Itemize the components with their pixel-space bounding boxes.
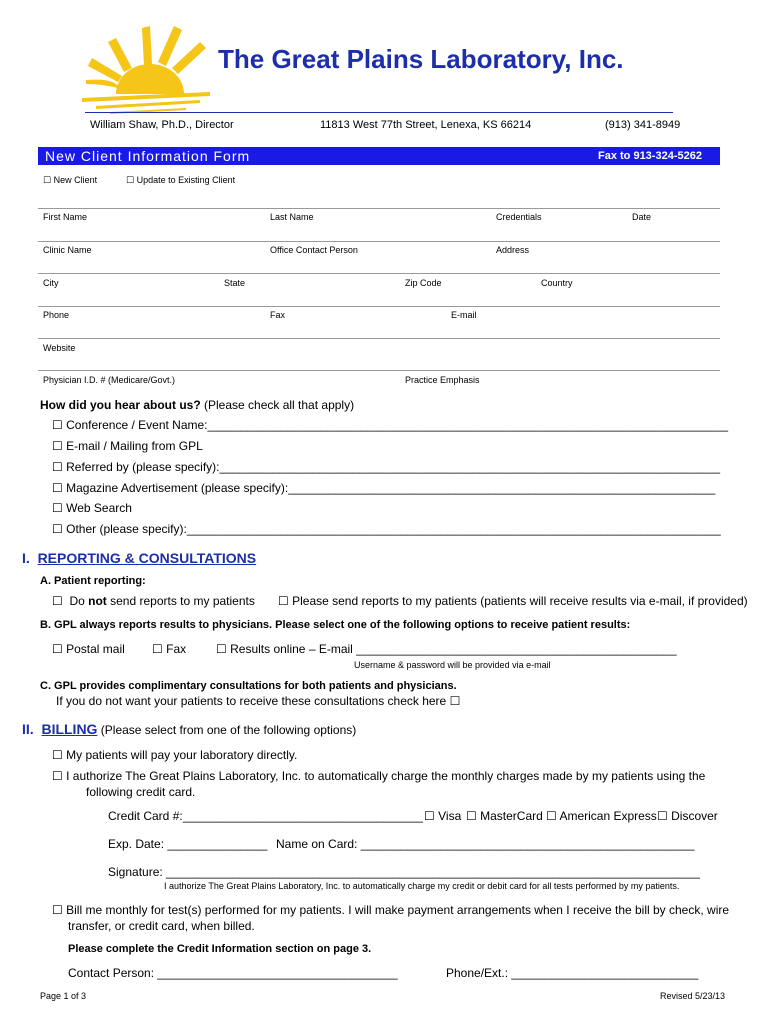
- section-numeral: II.: [22, 721, 34, 737]
- checkbox-icon: ☐: [424, 809, 435, 823]
- option-text-bold: not: [88, 594, 107, 608]
- option-text: Fax: [166, 642, 187, 656]
- checkbox-icon: ☐: [546, 809, 557, 823]
- company-name: The Great Plains Laboratory, Inc.: [218, 44, 624, 74]
- field-rule: [38, 241, 720, 242]
- phone-field[interactable]: Phone: [43, 310, 70, 320]
- username-note: Username & password will be provided via e-mail: [354, 660, 551, 670]
- hear-option[interactable]: [52, 439, 203, 453]
- hear-option[interactable]: [52, 460, 720, 474]
- lab-phone: (913) 341-8949: [605, 119, 681, 131]
- option-text: Results online – E-mail ________________________________________________: [230, 642, 677, 656]
- checkbox-icon: ☐: [216, 642, 227, 656]
- website-field[interactable]: Website: [43, 343, 76, 353]
- email-field[interactable]: E-mail: [451, 310, 477, 320]
- do-not-send-checkbox[interactable]: [52, 594, 255, 608]
- checkbox-icon: ☐: [52, 481, 63, 495]
- hear-option-label: Magazine Advertisement (please specify):________________________________________________________________: [66, 481, 716, 495]
- section-numeral: I.: [22, 550, 30, 566]
- results-options-label: B. GPL always reports results to physicians. Please select one of the following options to receive patient results:: [40, 619, 631, 631]
- checkbox-icon: ☐: [52, 522, 63, 536]
- contact-person-field[interactable]: Contact Person: ____________________________________: [68, 966, 398, 980]
- new-client-label: New Client: [53, 175, 98, 185]
- section-billing-heading: [22, 721, 356, 737]
- page-number: Page 1 of 3: [40, 991, 87, 1001]
- city-field[interactable]: City: [43, 278, 59, 288]
- field-rule: [38, 370, 720, 371]
- checkbox-icon: ☐: [52, 418, 63, 432]
- consultations-label: C. GPL provides complimentary consultations for both patients and physicians.: [40, 680, 457, 692]
- bill-monthly-checkbox[interactable]: [52, 903, 729, 917]
- checkbox-icon: ☐: [52, 501, 63, 515]
- section-reporting-heading: [22, 550, 256, 566]
- fax-field[interactable]: Fax: [270, 310, 286, 320]
- option-text: Visa: [438, 809, 462, 823]
- credit-info-note: Please complete the Credit Information section on page 3.: [68, 943, 372, 955]
- option-text: send reports to my patients: [106, 594, 255, 608]
- field-rule: [38, 273, 720, 274]
- signature-field[interactable]: Signature: ________________________________________________________________________________: [108, 865, 700, 879]
- address-field[interactable]: Address: [496, 245, 530, 255]
- option-text: I authorize The Great Plains Laboratory, Inc. to automatically charge the monthly charges made by my patients using the: [66, 769, 706, 783]
- director-name: William Shaw, Ph.D., Director: [90, 119, 234, 131]
- results-online-checkbox[interactable]: [216, 642, 677, 656]
- option-text: Please send reports to my patients (patients will receive results via e-mail, if provided): [292, 594, 748, 608]
- form-title: New Client Information Form: [45, 148, 251, 164]
- checkbox-icon: ☐: [52, 903, 63, 917]
- date-field[interactable]: Date: [632, 212, 652, 222]
- option-text: Do: [69, 594, 89, 608]
- patient-reporting-label: A. Patient reporting:: [40, 575, 146, 587]
- option-text: My patients will pay your laboratory directly.: [66, 748, 298, 762]
- practice-emphasis-field[interactable]: Practice Emphasis: [405, 375, 480, 385]
- hear-option-label: Conference / Event Name:______________________________________________________________________________: [66, 418, 729, 432]
- consultations-optout[interactable]: If you do not want your patients to receive these consultations check here ☐: [56, 694, 461, 708]
- first-name-field[interactable]: First Name: [43, 212, 88, 222]
- hear-option-label: Other (please specify):________________________________________________________________________________: [66, 522, 721, 536]
- office-contact-field[interactable]: Office Contact Person: [270, 245, 358, 255]
- signature-note: I authorize The Great Plains Laboratory, Inc. to automatically charge my credit or debit card for all tests performed by my patients.: [164, 881, 680, 891]
- checkbox-icon: ☐: [52, 460, 63, 474]
- authorize-charge-line2: following credit card.: [86, 785, 196, 799]
- credentials-field[interactable]: Credentials: [496, 212, 542, 222]
- fax-checkbox[interactable]: [152, 642, 186, 656]
- hear-option[interactable]: [52, 501, 132, 515]
- amex-checkbox[interactable]: [546, 809, 657, 823]
- hear-option-label: E-mail / Mailing from GPL: [66, 439, 203, 453]
- option-text: MasterCard: [480, 809, 543, 823]
- option-text: American Express: [559, 809, 657, 823]
- hear-option-label: Referred by (please specify):___________________________________________________________________________: [66, 460, 721, 474]
- clinic-name-field[interactable]: Clinic Name: [43, 245, 92, 255]
- revised-date: Revised 5/23/13: [660, 991, 726, 1001]
- mastercard-checkbox[interactable]: [466, 809, 543, 823]
- authorize-charge-checkbox[interactable]: [52, 769, 705, 783]
- section-title: REPORTING & CONSULTATIONS: [37, 550, 257, 566]
- hear-question-rest: (Please check all that apply): [200, 398, 355, 412]
- checkbox-icon: ☐: [43, 176, 52, 186]
- hear-option[interactable]: [52, 418, 728, 432]
- checkbox-icon: ☐: [126, 176, 135, 186]
- fax-number: Fax to 913-324-5262: [598, 150, 702, 162]
- postal-mail-checkbox[interactable]: [52, 642, 125, 656]
- hear-question: [40, 398, 354, 412]
- hear-option[interactable]: [52, 481, 715, 495]
- new-client-checkbox[interactable]: [43, 175, 97, 186]
- option-text: Discover: [671, 809, 718, 823]
- hear-question-bold: How did you hear about us?: [40, 398, 201, 412]
- checkbox-icon: ☐: [657, 809, 668, 823]
- hear-option[interactable]: [52, 522, 721, 536]
- field-rule: [38, 208, 720, 209]
- last-name-field[interactable]: Last Name: [270, 212, 314, 222]
- patients-pay-checkbox[interactable]: [52, 748, 297, 762]
- send-reports-checkbox[interactable]: [278, 594, 748, 608]
- phone-ext-field[interactable]: Phone/Ext.: ____________________________: [446, 966, 699, 980]
- checkbox-icon: ☐: [52, 748, 63, 762]
- checkbox-icon: ☐: [278, 594, 289, 608]
- lab-address: 11813 West 77th Street, Lenexa, KS 66214: [320, 119, 532, 131]
- update-client-checkbox[interactable]: [126, 175, 235, 186]
- header-rule: [85, 112, 673, 113]
- exp-date-field[interactable]: Exp. Date: _______________: [108, 837, 268, 851]
- field-rule: [38, 306, 720, 307]
- field-rule: [38, 338, 720, 339]
- visa-checkbox[interactable]: [424, 809, 461, 823]
- name-on-card-field[interactable]: Name on Card: __________________________________________________: [276, 837, 695, 851]
- discover-checkbox[interactable]: [657, 809, 718, 823]
- credit-card-field[interactable]: Credit Card #:____________________________________: [108, 809, 423, 823]
- checkbox-icon: ☐: [52, 769, 63, 783]
- option-text: Postal mail: [66, 642, 125, 656]
- zip-field[interactable]: Zip Code: [405, 278, 442, 288]
- hear-option-label: Web Search: [66, 501, 132, 515]
- section-title: BILLING: [41, 721, 98, 737]
- sun-logo-icon: [82, 22, 222, 122]
- country-field[interactable]: Country: [541, 278, 573, 288]
- state-field[interactable]: State: [224, 278, 246, 288]
- checkbox-icon: ☐: [52, 642, 63, 656]
- checkbox-icon: ☐: [52, 594, 63, 608]
- update-client-label: Update to Existing Client: [136, 175, 236, 185]
- checkbox-icon: ☐: [52, 439, 63, 453]
- checkbox-icon: ☐: [466, 809, 477, 823]
- section-subtitle: (Please select from one of the following options): [97, 723, 357, 737]
- bill-monthly-line2: transfer, or credit card, when billed.: [68, 919, 255, 933]
- checkbox-icon: ☐: [152, 642, 163, 656]
- physician-id-field[interactable]: Physician I.D. # (Medicare/Govt.): [43, 375, 176, 385]
- option-text: Bill me monthly for test(s) performed for my patients. I will make payment arrangements when I receive the bill by check, wire: [66, 903, 730, 917]
